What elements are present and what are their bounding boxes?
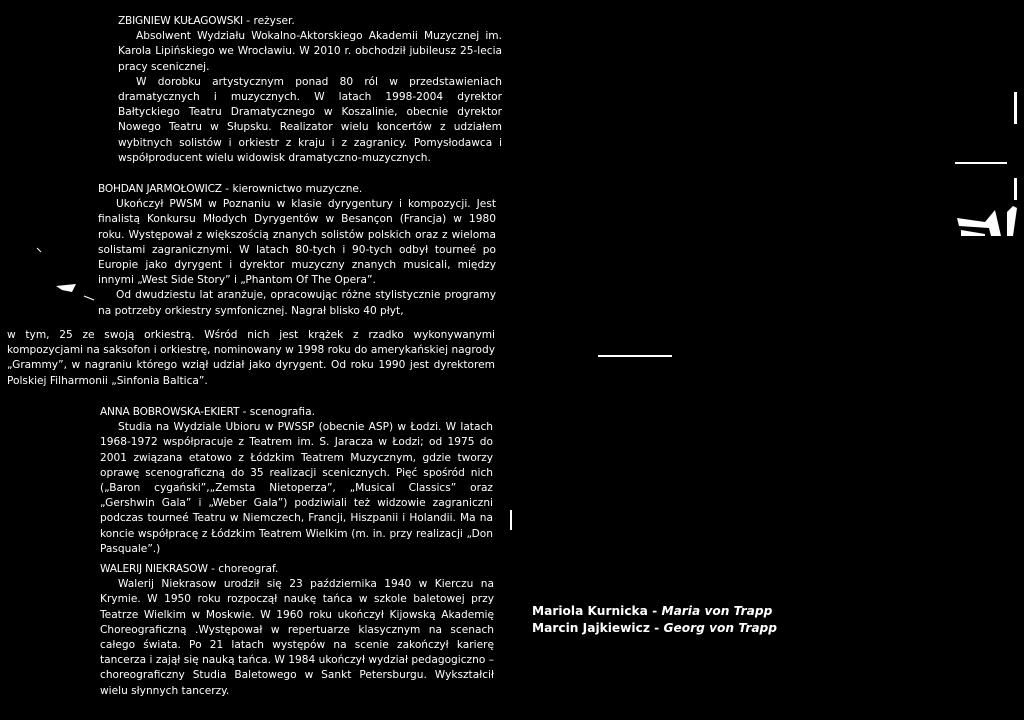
cast-role: Georg von Trapp [663, 621, 777, 635]
scan-mark [510, 510, 512, 530]
scan-mark [598, 355, 672, 357]
bio-kulagowski [118, 14, 502, 166]
scan-blot-icon [955, 200, 1021, 236]
bio-function: kierownictwo muzyczne. [232, 183, 363, 195]
bio-paragraph: W dorobku artystycznym ponad 80 ról w przedstawieniach dramatycznych i muzycznych. W latach 1998-2004 dyrektor Bałtyckiego Teatru Dramatycznego w Koszalinie, obecnie dyrektor Nowego Teatru w Słupsku. Realizator wielu koncertów z udziałem wybitnych solistów i orkiestr z kraju i z zagranicy. Pomysłodawca i współproducent wielu widowisk dramatyczno-muzycznych. [118, 75, 502, 164]
scan-mark [1014, 92, 1017, 124]
bio-jarmolowicz-continued [7, 328, 495, 389]
bio-paragraph: Studia na Wydziale Ubioru w PWSSP (obecnie ASP) w Łodzi. W latach 1968-1972 współpracuje z Teatrem im. S. Jaracza w Łodzi; od 1975 do 2001 związana etatowo z Łódzkim Teatrem Muzycznym, gdzie tworzy oprawę scenograficzną do 35 realizacji scenicznych. Pięć spośród nich („Baron cygański”,„Zemsta Nietoperza”, „Musical Classics” oraz „Gershwin Gala” i „Weber Gala”) podziwiali też widzowie zagraniczni podczas tourneé Teatru w Niemczech, Francji, Hiszpanii i Holandii. Ma na koncie współpracę z Łódzkim Teatrem Wielkim (m. in. przy realizacji „Don Pasquale”.) [100, 421, 493, 555]
bio-heading: BOHDAN JARMOŁOWICZ - kierownictwo muzyczne. [98, 183, 363, 195]
bio-name: ZBIGNIEW KUŁAGOWSKI [118, 15, 243, 27]
bio-function: scenografia. [249, 406, 315, 418]
bio-function: reżyser. [253, 15, 295, 27]
scan-blot-icon [54, 282, 102, 302]
bio-name: BOHDAN JARMOŁOWICZ [98, 183, 222, 195]
cast-entry: Marcin Jajkiewicz - Georg von Trapp [532, 621, 777, 635]
cast-list [532, 603, 777, 637]
cast-role: Maria von Trapp [661, 604, 773, 618]
bio-name: ANNA BOBROWSKA-EKIERT [100, 406, 240, 418]
bio-bobrowska-ekiert [100, 405, 493, 557]
cast-entry: Mariola Kurnicka - Maria von Trapp [532, 604, 773, 618]
scan-mark [955, 162, 1007, 164]
cast-actor: Mariola Kurnicka [532, 604, 648, 618]
bio-heading: ZBIGNIEW KUŁAGOWSKI - reżyser. [118, 15, 295, 27]
scan-mark [1014, 178, 1017, 200]
scan-dot-icon [36, 247, 42, 253]
cast-actor: Marcin Jajkiewicz [532, 621, 650, 635]
bio-niekrasow [100, 562, 494, 699]
bio-paragraph: Od dwudziestu lat aranżuje, opracowując różne stylistycznie programy na potrzeby orkiestry symfonicznej. Nagrał blisko 40 płyt, [98, 289, 496, 317]
bio-paragraph: Ukończył PWSM w Poznaniu w klasie dyrygentury i kompozycji. Jest finalistą Konkursu Młodych Dyrygentów w Besançon (Francja) w 1980 roku. Występował z większością znanych solistów polskich oraz z wieloma solistami zagranicznymi. W latach 80-tych i 90-tych odbył tourneé po Europie jako dyrygent i dyrektor muzyczny znanych musicali, między innymi „West Side Story” i „Phantom Of The Opera”. [98, 198, 496, 287]
bio-jarmolowicz [98, 182, 496, 319]
bio-paragraph: w tym, 25 ze swoją orkiestrą. Wśród nich jest krążek z rzadko wykonywanymi kompozycjami na saksofon i orkiestrę, nominowany w 1998 roku do amerykańskiej nagrody „Grammy”, w nagraniu którego wziął udział jako dyrygent. Od roku 1990 jest dyrektorem Polskiej Filharmonii „Sinfonia Baltica”. [7, 329, 495, 387]
bio-function: choreograf. [218, 563, 279, 575]
bio-paragraph: Walerij Niekrasow urodził się 23 października 1940 w Kierczu na Krymie. W 1950 roku rozpoczął naukę tańca w szkole baletowej przy Teatrze Wielkim w Moskwie. W 1960 roku ukończył Kijowską Akademię Choreograficzną .Występował w repertuarze klasycznym na scenach całego świata. Po 21 latach występów na scenie zakończył karierę tancerza i zajął się nauką tańca. W 1984 ukończył wydział pedagogiczno – choreograficzny Studia Baletowego w Sankt Petersburgu. Wykształcił wielu słynnych tancerzy. [100, 578, 494, 697]
bio-paragraph: Absolwent Wydziału Wokalno-Aktorskiego Akademii Muzycznej im. Karola Lipińskiego we Wrocławiu. W 2010 r. obchodził jubileusz 25-lecia pracy scenicznej. [118, 30, 502, 73]
bio-name: WALERIJ NIEKRASOW [100, 563, 208, 575]
bio-heading: ANNA BOBROWSKA-EKIERT - scenografia. [100, 406, 315, 418]
bio-heading: WALERIJ NIEKRASOW - choreograf. [100, 563, 279, 575]
